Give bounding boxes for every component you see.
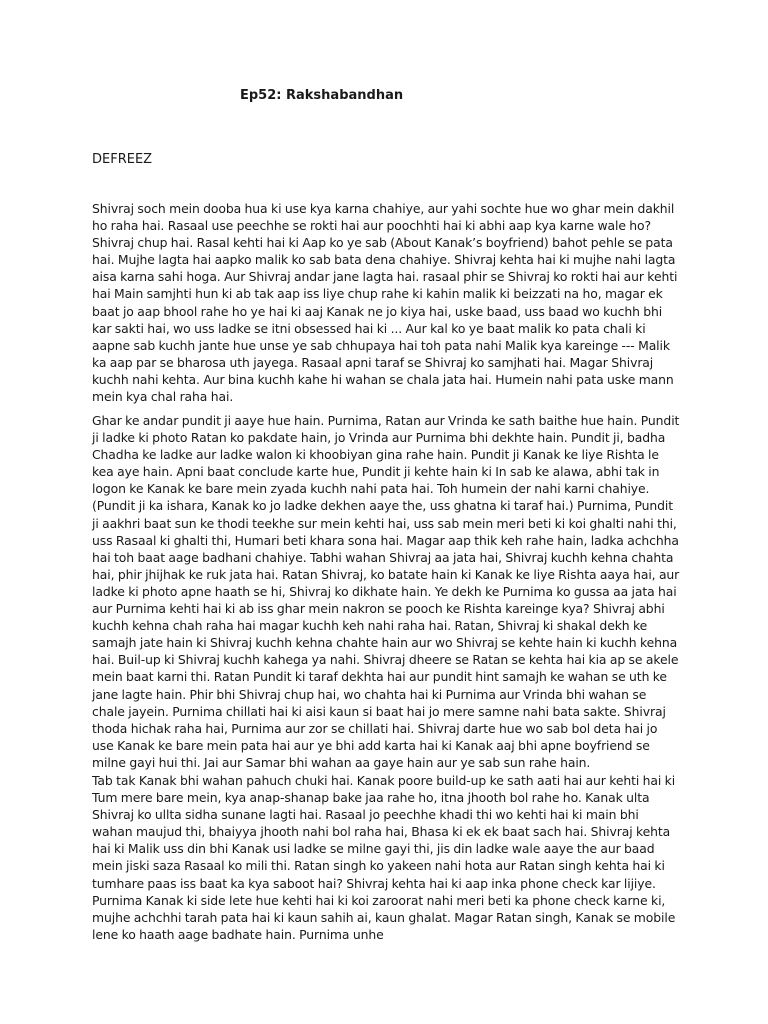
story-paragraph: Tab tak Kanak bhi wahan pahuch chuki hai. Kanak poore build-up ke sath aati hai aur kehti hai ki Tum mere bare mein, kya anap-shanap bake jaa rahe ho, itna jhooth bol rahe ho. Kanak ulta Shivraj ko ullta sidha sunane lagti hai. Rasaal jo peechhe khadi thi wo kehti hai ki main bhi wahan maujud thi, bhaiyya jhooth nahi bol raha hai, Bhasa ki ek ek baat sach hai. Shivraj kehta hai ki Malik uss din bhi Kanak usi ladke se milne gayi thi, jis din ladke wale aaye the aur baad mein jiski saza Rasaal ko mili thi. Ratan singh ko yakeen nahi hota aur Ratan singh kehta hai ki tumhare paas iss baat ka kya saboot hai? Shivraj kehta hai ki aap inka phone check kar lijiye. Purnima Kanak ki side lete hue kehti hai ki koi zaroorat nahi meri beti ka phone check karne ki, mujhe achchhi tarah pata hai ki kaun sahih ai, kaun ghalat. Magar Ratan singh, Kanak se mobile lene ko haath aage badhate hain. Purnima unhe xyxy=(92,773,676,942)
author-name: DEFREEZ xyxy=(92,152,153,167)
story-paragraph: Ghar ke andar pundit ji aaye hue hain. Purnima, Ratan aur Vrinda ke sath baithe hue hain. Pundit ji ladke ki photo Ratan ko pakdate hain, jo Vrinda aur Purnima bhi dekhte hain. Pundit ji, badha Chadha ke ladke aur ladke walon ki khoobiyan gina rahe hain. Pundit ji Kanak ke liye Rishta le kea aye hain. Apni baat conclude karte hue, Pundit ji kehte hain ki In sab ke alawa, abhi tak in logon ke Kanak ke bare mein zyada kuchh nahi pata hai. Toh humein der nahi karni chahiye. (Pundit ji ka ishara, Kanak ko jo ladke dekhen aaye the, uss ghatna ki taraf hai.) Purnima, Pundit ji aakhri baat sun ke thodi teekhe sur mein kehti hai, uss sab mein meri beti ki koi ghalti nahi thi, uss Rasaal ki ghalti thi, Humari beti khara sona hai. Magar aap thik keh rahe hain, ladka achchha hai toh baat aage badhani chahiye. Tabhi wahan Shivraj aa jata hai, Shivraj kuchh kehna chahta hai, phir jhijhak ke ruk jata hai. Ratan Shivraj, ko batate hain ki Kanak ke liye Rishta aaya hai, aur ladke ki photo apne haath se hi, Shivraj ko dikhate hain. Ye dekh ke Purnima ko gussa aa jata hai aur Purnima kehti hai ki ab iss ghar mein nakron se pooch ke Rishta kareinge kya? Shivraj abhi kuchh kehna chah raha hai magar kuchh keh nahi raha hai. Ratan, Shivraj ki shakal dekh ke samajh jate hain ki Shivraj kuchh kehna chahte hain aur wo Shivraj se kehte hain ki kuchh kehna hai. Buil-up ki Shivraj kuchh kahega ya nahi. Shivraj dheere se Ratan se kehta hai kia ap se akele mein baat karni thi. Ratan Pundit ki taraf dekhta hai aur pundit hint samajh ke wahan se uth ke jane lagte hain. Phir bhi Shivraj chup hai, wo chahta hai ki Purnima aur Vrinda bhi wahan se chale jayein. Purnima chillati hai ki aisi kaun si baat hai jo mere samne nahi bata sakte. Shivraj thoda hichak raha hai, Purnima aur zor se chillati hai. Shivraj darte hue wo sab bol deta hai jo use Kanak ke bare mein pata hai aur ye bhi add karta hai ki Kanak aaj bhi apne boyfriend se milne gayi hui thi. Jai aur Samar bhi wahan aa gaye hain aur ye sab sun rahe hain. xyxy=(92,413,680,770)
episode-title: Ep52: Rakshabandhan xyxy=(240,88,404,103)
story-paragraph: Shivraj soch mein dooba hua ki use kya karna chahiye, aur yahi sochte hue wo ghar mein dakhil ho raha hai. Rasaal use peechhe se rokti hai aur poochhti hai ki abhi aap kya karne wale ho? Shivraj chup hai. Rasal kehti hai ki Aap ko ye sab (About Kanak’s boyfriend) bahot pehle se pata hai. Mujhe lagta hai aapko malik ko sab bata dena chahiye. Shivraj kehta hai ki mujhe nahi lagta aisa karna sahi hoga. Aur Shivraj andar jane lagta hai. rasaal phir se Shivraj ko rokti hai aur kehti hai Main samjhti hun ki ab tak aap iss liye chup rahe ki kahin malik ki beizzati na ho, magar ek baat jo aap bhool rahe ho ye hai ki aaj Kanak ne jo kiya hai, uske baad, uss baad wo kuchh bhi kar sakti hai, wo uss ladke se itni obsessed hai ki ... Aur kal ko ye baat malik ko pata chali ki aapne sab kuchh jante hue unse ye sab chhupaya hai toh pata nahi Malik kya kareinge --- Malik ka aap par se bharosa uth jayega. Rasaal apni taraf se Shivraj ko samjhati hai. Magar Shivraj kuchh nahi kehta. Aur bina kuchh kahe hi wahan se chala jata hai. Humein nahi pata uske mann mein kya chal raha hai. xyxy=(92,201,678,405)
